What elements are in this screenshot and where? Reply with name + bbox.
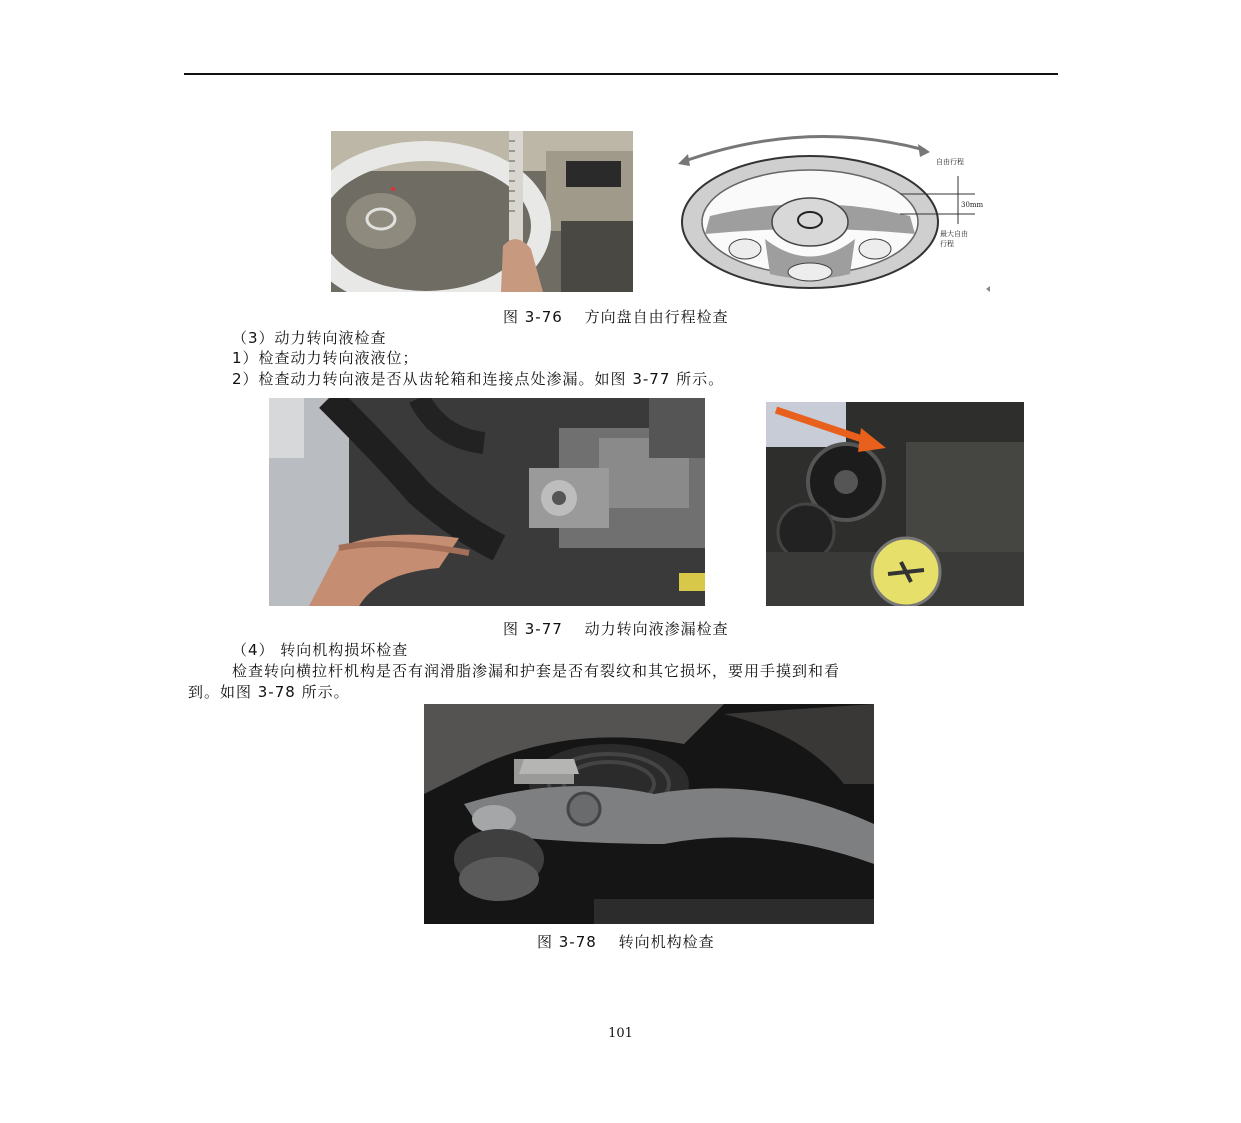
reservoir-arrow-photo — [766, 402, 1024, 606]
section-4-paragraph-line-1: 检查转向横拉杆机构是否有润滑脂渗漏和护套是否有裂纹和其它损坏，要用手摸到和看 — [232, 662, 841, 680]
free-travel-label: 自由行程 — [936, 158, 964, 166]
section-3-heading: （3）动力转向液检查 — [232, 329, 387, 347]
figure-caption-3-77: 图 3-77 动力转向液渗漏检查 — [503, 620, 729, 638]
tie-rod-end-photo — [424, 704, 874, 924]
figure-caption-3-76: 图 3-76 方向盘自由行程检查 — [503, 308, 729, 326]
max-free-travel-label: 最大自由 — [940, 230, 968, 238]
distance-label: 30mm — [961, 201, 984, 209]
page-number: 101 — [608, 1026, 633, 1041]
steering-wheel-ruler-photo — [331, 131, 633, 292]
section-4-paragraph-line-2: 到。如图 3-78 所示。 — [188, 683, 350, 701]
section-4-heading: （4） 转向机构损坏检查 — [232, 641, 409, 659]
power-steering-pump-photo — [269, 398, 705, 606]
figure-caption-3-78: 图 3-78 转向机构检查 — [537, 933, 715, 951]
steering-wheel-diagram — [670, 124, 1000, 296]
max-free-travel-label-line2: 行程 — [940, 240, 954, 248]
section-3-item-1: 1）检查动力转向液液位； — [232, 349, 419, 367]
section-3-item-2: 2）检查动力转向液是否从齿轮箱和连接点处渗漏。如图 3-77 所示。 — [232, 370, 725, 388]
header-rule — [184, 73, 1058, 75]
